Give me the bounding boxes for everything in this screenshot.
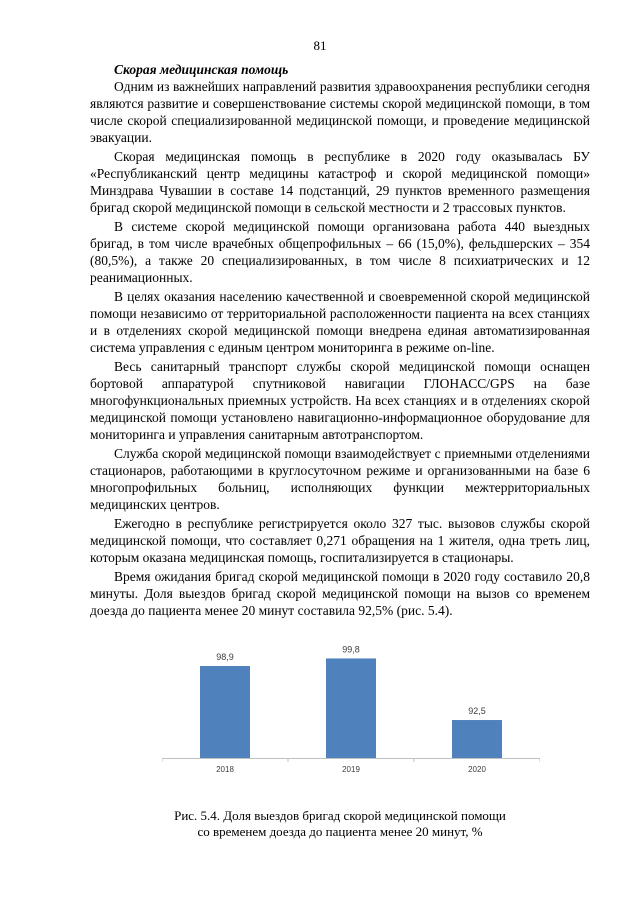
paragraph: В целях оказания населению качественной и своевременной скорой медицинской помощи независимо от территориальной расположенности пациента на всех станциях и в отделениях скорой медицинской помощи внедрена единая автоматизированная система управления с единым центром мониторинга в режиме on-line. [90, 289, 590, 355]
paragraph: Одним из важнейших направлений развития здравоохранения республики сегодня являются развитие и совершенствование системы скорой медицинской помощи, в том числе скорой специализированной медицинской помощи, и проведение медицинской эвакуации. [90, 79, 590, 145]
x-tick-label: 2019 [342, 765, 360, 774]
paragraph: Время ожидания бригад скорой медицинской помощи в 2020 году составило 20,8 минуты. Доля выездов бригад скорой медицинской помощи на вызов со временем доезда до пациента менее 20 минут составила 92,5% (рис. 5.4). [90, 569, 590, 618]
paragraph: Служба скорой медицинской помощи взаимодействует с приемными отделениями стационаров, работающими в круглосуточном режиме и организованными на базе 6 многопрофильных больниц, исполняющих функции межтерриториальных медицинских центров. [90, 446, 590, 512]
bar [200, 666, 250, 758]
section-title: Скорая медицинская помощь [114, 62, 289, 77]
paragraph: Ежегодно в республике регистрируется около 327 тыс. вызовов службы скорой медицинской помощи, что составляет 0,271 обращения на 1 жителя, одна треть лиц, которым оказана медицинская помощь, госпитализируется в стационары. [90, 516, 590, 565]
paragraph: В системе скорой медицинской помощи организована работа 440 выездных бригад, в том числе врачебных общепрофильных – 66 (15,0%), фельдшерских – 354 (80,5%), а также 20 специализированных, в том числе 8 психиатрических и 12 реанимационных. [90, 219, 590, 285]
paragraph: Скорая медицинская помощь в республике в 2020 году оказывалась БУ «Республиканский центр медицины катастроф и скорой медицинской помощи» Минздрава Чувашии в составе 14 подстанций, 29 пунктов временного размещения бригад скорой медицинской помощи в сельской местности и 2 трассовых пунктов. [90, 149, 590, 215]
figure-caption [90, 808, 590, 840]
x-tick-label: 2020 [468, 765, 486, 774]
page-body [90, 61, 590, 621]
caption-line-1: Рис. 5.4. Доля выездов бригад скорой медицинской помощи [174, 808, 506, 823]
bar [452, 720, 502, 758]
bar [326, 658, 376, 758]
page-number: 81 [313, 38, 327, 53]
bar-value-label: 92,5 [468, 706, 486, 717]
x-tick-label: 2018 [216, 765, 234, 774]
bar-value-label: 99,8 [342, 644, 360, 655]
caption-line-2: со временем доезда до пациента менее 20 минут, % [197, 824, 483, 839]
paragraph: Весь санитарный транспорт службы скорой медицинской помощи оснащен бортовой аппаратурой спутниковой навигации ГЛОНАСС/GPS на базе многофункциональных приемных устройств. На всех станциях и в отделениях скорой медицинской помощи установлено навигационно-информационное оборудование для мониторинга и управления санитарным автотранспортом. [90, 359, 590, 442]
bar-chart [162, 630, 540, 780]
bar-value-label: 98,9 [216, 652, 234, 663]
bar-chart-svg [162, 630, 540, 780]
